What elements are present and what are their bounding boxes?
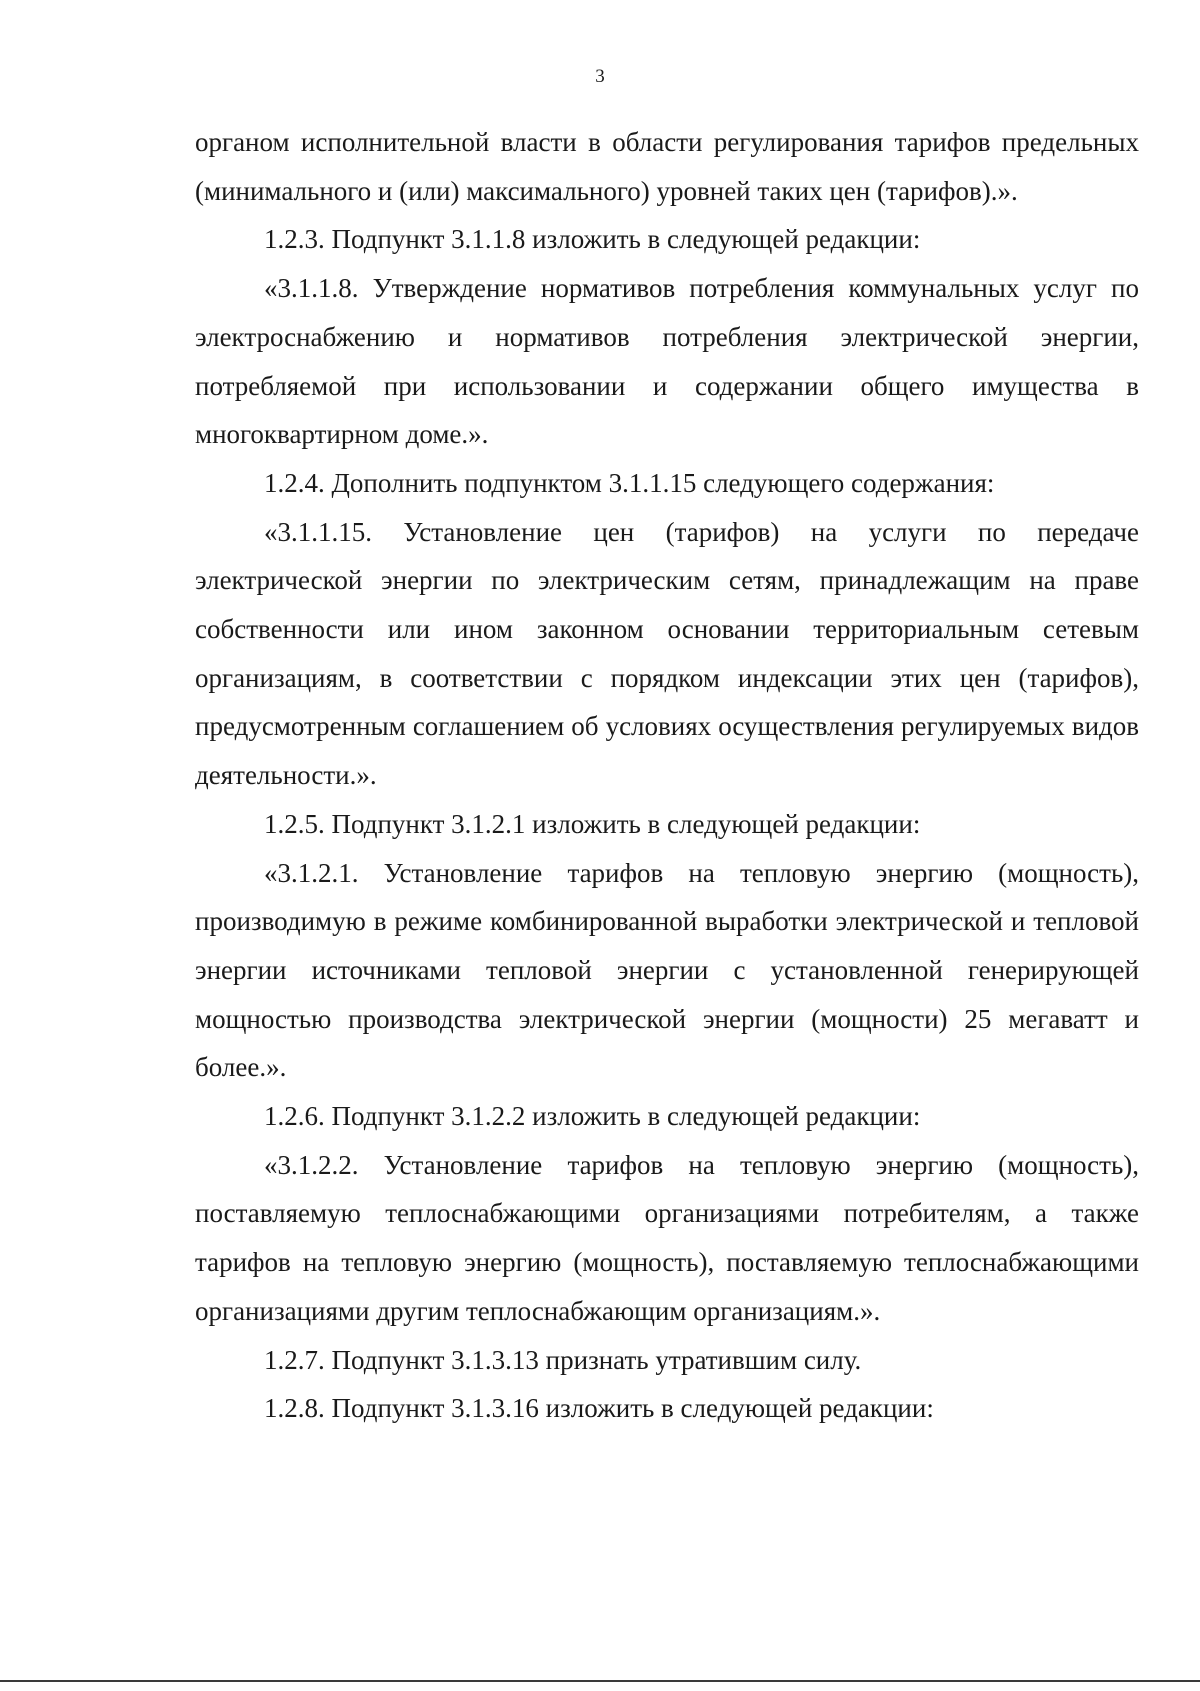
paragraph-quote-3-1-1-8: «3.1.1.8. Утверждение нормативов потребления коммунальных услуг по электроснабжению и нормативов потребления электрической энергии, потребляемой при использовании и содержании общего имущества в многоквартирном доме.». xyxy=(195,273,1139,450)
scan-edge-line xyxy=(0,1680,1200,1682)
paragraph-item-1-2-4: 1.2.4. Дополнить подпунктом 3.1.1.15 следующего содержания: xyxy=(264,467,995,498)
paragraph-continuation: органом исполнительной власти в области регулирования тарифов предельных (минимального и (или) максимального) уровней таких цен (тарифов).». xyxy=(195,127,1139,206)
paragraph-item-1-2-3: 1.2.3. Подпункт 3.1.1.8 изложить в следующей редакции: xyxy=(264,224,921,255)
page-number: 3 xyxy=(595,66,605,87)
paragraph-quote-3-1-2-2: «3.1.2.2. Установление тарифов на тепловую энергию (мощность), поставляемую теплоснабжающими организациями потребителям, а также тарифов на тепловую энергию (мощность), поставляемую теплоснабжающими организациями другим теплоснабжающим организациям.». xyxy=(195,1149,1139,1326)
paragraph-item-1-2-7: 1.2.7. Подпункт 3.1.3.13 признать утратившим силу. xyxy=(264,1344,862,1375)
paragraph-quote-3-1-1-15: «3.1.1.15. Установление цен (тарифов) на услуги по передаче электрической энергии по электрическим сетям, принадлежащим на праве собственности или ином законном основании территориальным сетевым организациям, в соответствии с порядком индексации этих цен (тарифов), предусмотренным соглашением об условиях осуществления регулируемых видов деятельности.». xyxy=(195,516,1139,791)
paragraph-quote-3-1-2-1: «3.1.2.1. Установление тарифов на тепловую энергию (мощность), производимую в режиме комбинированной выработки электрической и тепловой энергии источниками тепловой энергии с установленной генерирующей мощностью производства электрической энергии (мощности) 25 мегаватт и более.». xyxy=(195,857,1139,1083)
paragraph-item-1-2-6: 1.2.6. Подпункт 3.1.2.2 изложить в следующей редакции: xyxy=(264,1101,921,1132)
paragraph-item-1-2-8: 1.2.8. Подпункт 3.1.3.16 изложить в следующей редакции: xyxy=(264,1393,934,1424)
paragraph-item-1-2-5: 1.2.5. Подпункт 3.1.2.1 изложить в следующей редакции: xyxy=(264,808,921,839)
document-body xyxy=(195,118,1139,1433)
